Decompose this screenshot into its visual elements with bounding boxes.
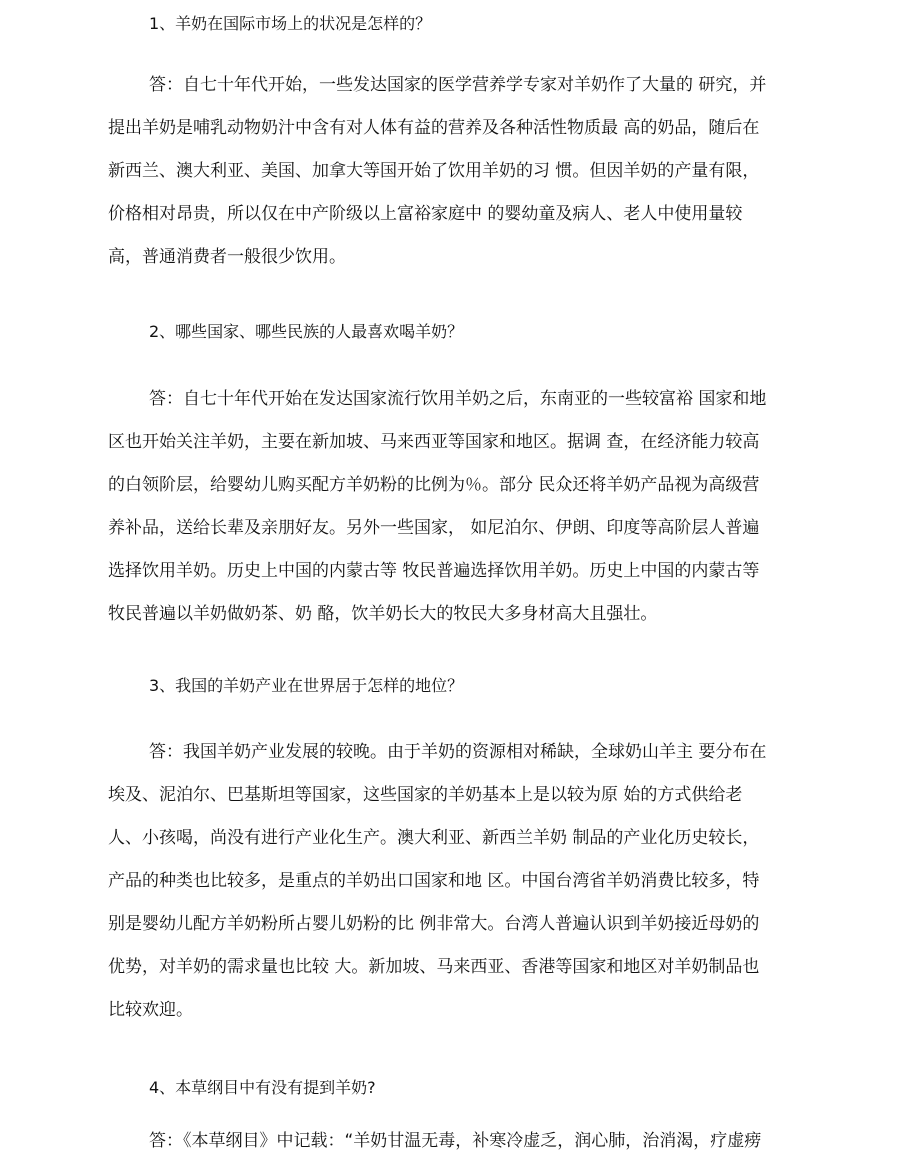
question-2: 2、哪些国家、哪些民族的人最喜欢喝羊奶？: [149, 322, 464, 341]
answer-1-line-4: 价格相对昂贵，所以仅在中产阶级以上富裕家庭中 的婴幼童及病人、老人中使用量较: [108, 204, 743, 224]
answer-3-line-1: 答：我国羊奶产业发展的较晚。由于羊奶的资源相对稀缺，全球奶山羊主 要分布在: [149, 742, 767, 762]
answer-1-line-2: 提出羊奶是哺乳动物奶汁中含有对人体有益的营养及各种活性物质最 高的奶品，随后在: [108, 118, 760, 138]
question-1: 1、羊奶在国际市场上的状况是怎样的？: [149, 14, 432, 33]
answer-4: [108, 1120, 798, 1163]
answer-2-line-4: 养补品，送给长辈及亲朋好友。另外一些国家， 如尼泊尔、伊朗、印度等高阶层人普遍: [108, 518, 760, 538]
question-3: 3、我国的羊奶产业在世界居于怎样的地位？: [149, 676, 464, 695]
answer-3-line-6: 优势，对羊奶的需求量也比较 大。新加坡、马来西亚、香港等国家和地区对羊奶制品也: [108, 957, 760, 977]
answer-3-line-3: 人、小孩喝，尚没有进行产业化生产。澳大利亚、新西兰羊奶 制品的产业化历史较长，: [108, 828, 760, 848]
answer-3-line-5: 别是婴幼儿配方羊奶粉所占婴儿奶粉的比 例非常大。台湾人普遍认识到羊奶接近母奶的: [108, 914, 760, 934]
answer-4-line-1: 答：《本草纲目》中记载：“羊奶甘温无毒，补寒冷虚乏，润心肺，治消渴，疗虚痨: [149, 1131, 762, 1151]
answer-2-line-2: 区也开始关注羊奶，主要在新加坡、马来西亚等国家和地区。据调 查，在经济能力较高: [108, 432, 760, 452]
answer-1-line-1: 答：自七十年代开始，一些发达国家的医学营养学专家对羊奶作了大量的 研究，并: [149, 75, 767, 95]
answer-2: [108, 378, 798, 636]
question-4: 4、本草纲目中有没有提到羊奶?: [149, 1078, 376, 1097]
answer-2-line-6: 牧民普遍以羊奶做奶茶、奶 酪，饮羊奶长大的牧民大多身材高大且强壮。: [108, 604, 658, 624]
answer-2-line-3: 的白领阶层，给婴幼儿购买配方羊奶粉的比例为％。部分 民众还将羊奶产品视为高级营: [108, 475, 760, 495]
answer-3: [108, 731, 798, 1032]
answer-1-line-5: 高，普通消费者一般很少饮用。: [108, 247, 346, 267]
answer-1: [108, 64, 798, 279]
answer-3-line-4: 产品的种类也比较多，是重点的羊奶出口国家和地 区。中国台湾省羊奶消费比较多，特: [108, 871, 760, 891]
answer-3-line-7: 比较欢迎。: [108, 1000, 193, 1020]
answer-1-line-3: 新西兰、澳大利亚、美国、加拿大等国开始了饮用羊奶的习 惯。但因羊奶的产量有限，: [108, 161, 760, 181]
answer-3-line-2: 埃及、泥泊尔、巴基斯坦等国家，这些国家的羊奶基本上是以较为原 始的方式供给老: [108, 785, 743, 805]
answer-2-line-1: 答：自七十年代开始在发达国家流行饮用羊奶之后，东南亚的一些较富裕 国家和地: [149, 389, 767, 409]
answer-2-line-5: 选择饮用羊奶。历史上中国的内蒙古等 牧民普遍选择饮用羊奶。历史上中国的内蒙古等: [108, 561, 760, 581]
